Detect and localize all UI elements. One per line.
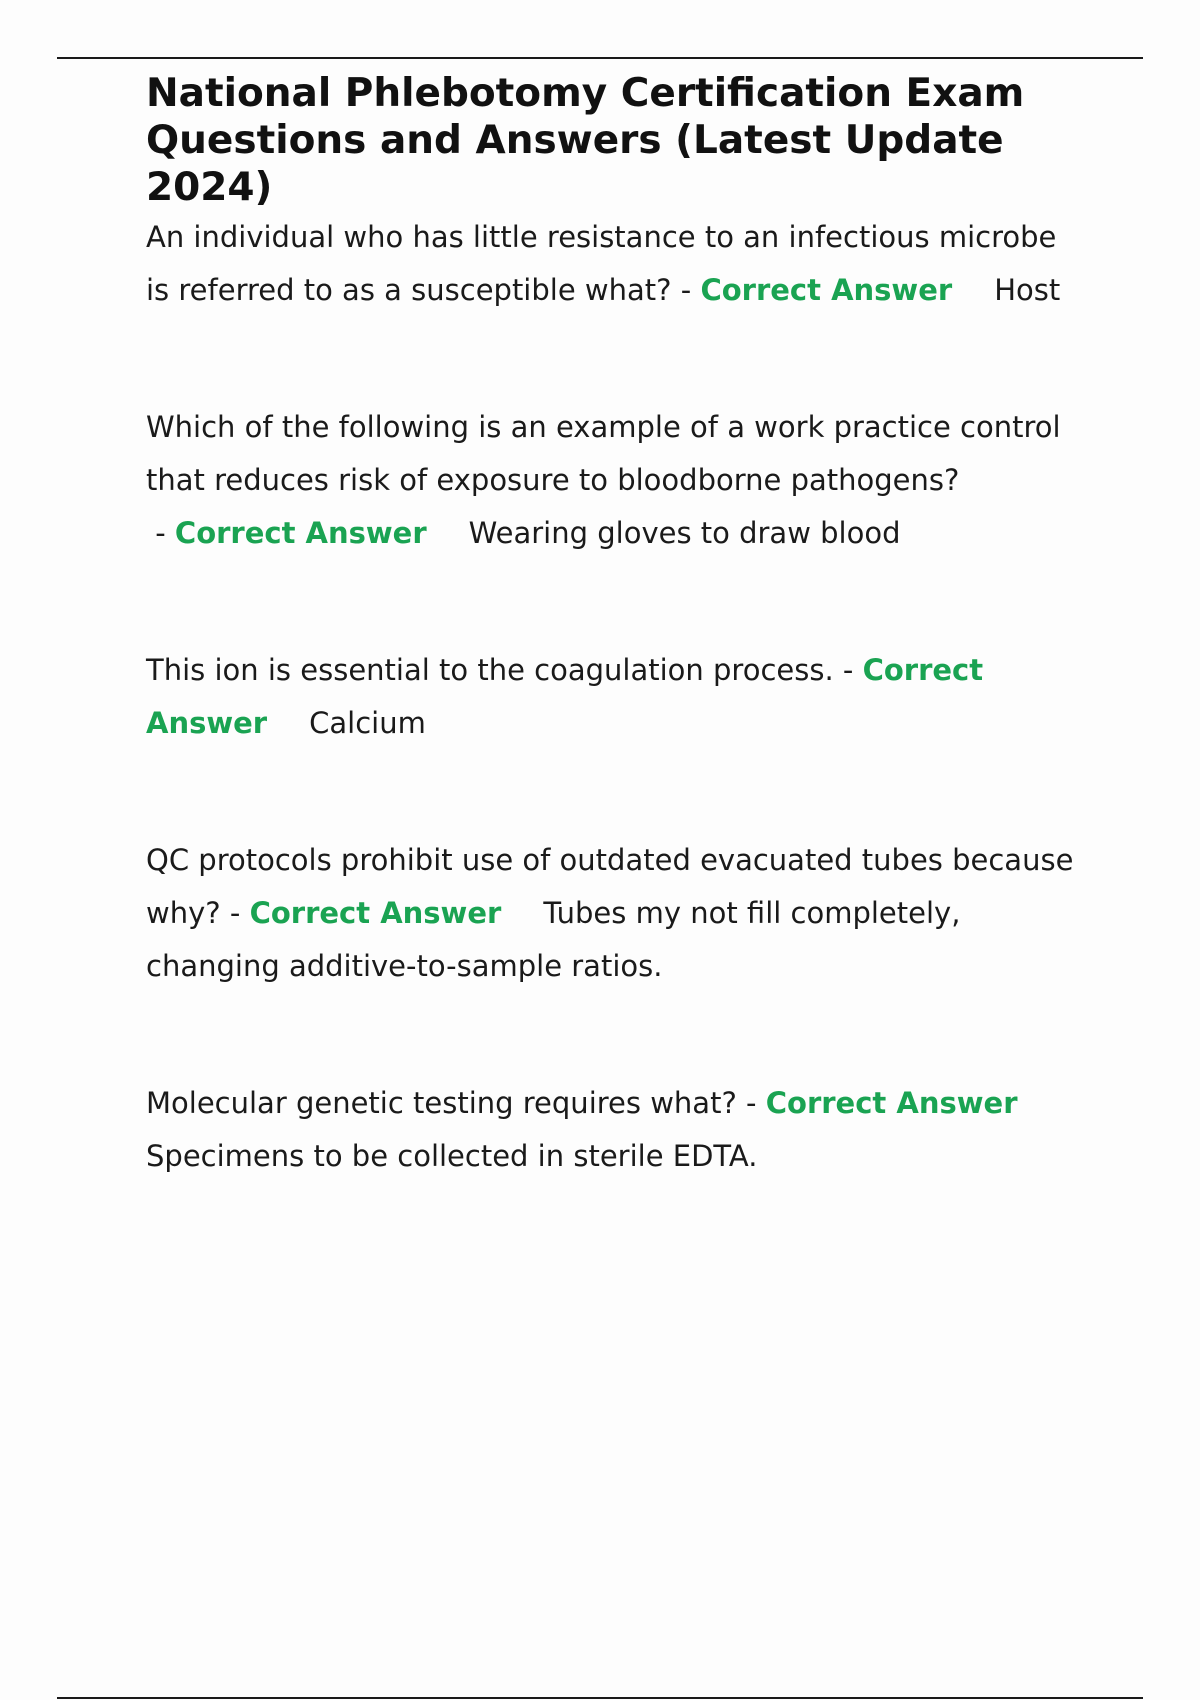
separator: - <box>833 653 863 687</box>
qa-item <box>146 1077 1086 1183</box>
qa-item <box>146 211 1086 317</box>
answer-text: Tubes my not fill completely, changing additive-to-sample ratios. <box>146 896 961 983</box>
question-text: This ion is essential to the coagulation process. <box>146 653 834 687</box>
qa-item <box>146 401 1086 560</box>
correct-answer-label: Correct Answer <box>765 1086 1018 1120</box>
correct-answer-label: Correct Answer <box>249 896 502 930</box>
separator: - <box>146 516 175 550</box>
top-divider <box>57 57 1143 59</box>
document-title: National Phlebotomy Certification Exam Questions and Answers (Latest Update 2024) <box>146 71 1025 210</box>
qa-item <box>146 834 1086 993</box>
answer-text: Specimens to be collected in sterile EDTA. <box>146 1139 758 1173</box>
correct-answer-label: Correct Answer <box>700 273 953 307</box>
correct-answer-label: Correct Answer <box>146 653 984 740</box>
separator: - <box>220 896 250 930</box>
question-text: Which of the following is an example of a work practice control that reduces risk of exposure to bloodborne pathogens? <box>146 410 1061 497</box>
answer-text: Host <box>994 273 1061 307</box>
question-text: QC protocols prohibit use of outdated evacuated tubes because why? <box>146 843 1074 930</box>
qa-item <box>146 644 1086 750</box>
question-text: An individual who has little resistance to an infectious microbe is referred to as a susceptible what? <box>146 220 1057 307</box>
answer-text: Calcium <box>309 706 426 740</box>
question-text: Molecular genetic testing requires what? <box>146 1086 737 1120</box>
bottom-divider <box>57 1697 1143 1699</box>
document-body <box>146 70 1086 1183</box>
separator: - <box>736 1086 766 1120</box>
correct-answer-label: Correct Answer <box>174 516 427 550</box>
separator: - <box>671 273 701 307</box>
answer-text: Wearing gloves to draw blood <box>468 516 901 550</box>
